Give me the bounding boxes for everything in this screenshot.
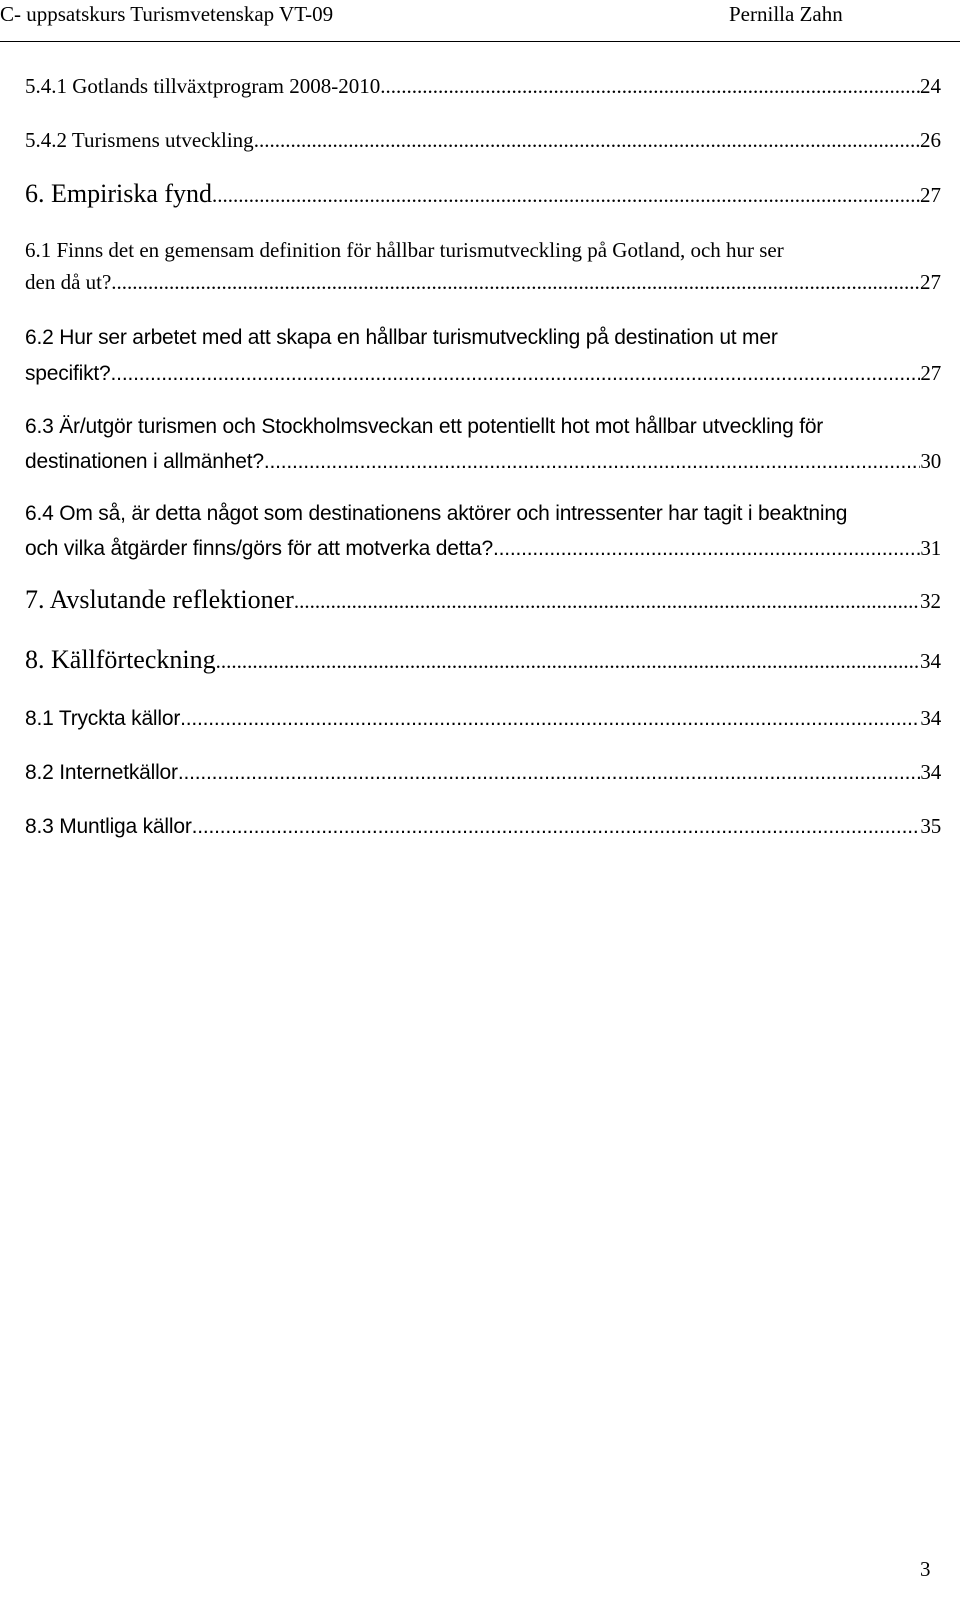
toc-entry-title-line-1: 6.3 Är/utgör turismen och Stockholmsveckan ett potentiellt hot mot hållbar utveckling för (25, 415, 824, 438)
header-course-title: C- uppsatskurs Turismvetenskap VT-09 (0, 2, 334, 26)
dot-leader (264, 446, 921, 478)
toc-entry-title: 8. Källförteckning (25, 645, 216, 674)
toc-entry-6[interactable] (25, 178, 941, 211)
toc-entry-title: 5.4.1 Gotlands tillväxtprogram 2008-2010 (25, 74, 381, 98)
dot-leader (212, 179, 920, 211)
toc-page-number: 31 (920, 536, 941, 560)
toc-entry-title-line-1: 6.2 Hur ser arbetet med att skapa en hållbar turismutveckling på destination ut mer (25, 326, 778, 349)
header-author: Pernilla Zahn (729, 2, 843, 26)
toc-page-number: 34 (920, 760, 941, 784)
page-number: 3 (920, 1557, 931, 1581)
toc-entry-6-2[interactable] (25, 322, 941, 390)
toc-entry-title: 8.2 Internetkällor (25, 761, 178, 784)
toc-entry-title-line-2: och vilka åtgärder finns/görs för att motverka detta? (25, 537, 493, 560)
dot-leader (192, 811, 921, 843)
toc-entry-5-4-2[interactable] (25, 124, 941, 156)
toc-page-number: 24 (920, 74, 941, 98)
toc-entry-title-line-2: den då ut? (25, 270, 112, 294)
dot-leader (111, 358, 921, 390)
dot-leader (216, 645, 920, 677)
toc-entry-6-3[interactable] (25, 411, 941, 478)
toc-entry-title: 8.3 Muntliga källor (25, 815, 192, 838)
toc-page-number: 27 (920, 270, 941, 294)
toc-entry-6-4[interactable] (25, 498, 941, 565)
dot-leader (254, 124, 920, 156)
header-rule (0, 41, 960, 42)
toc-page-number: 35 (920, 814, 941, 838)
toc-entry-title-line-2: specifikt? (25, 362, 111, 385)
toc-page-number: 32 (920, 589, 941, 613)
toc-page-number: 34 (920, 706, 941, 730)
page-header (0, 2, 960, 36)
dot-leader (493, 533, 920, 565)
toc-page-number: 26 (920, 128, 941, 152)
toc-entry-8[interactable] (25, 644, 941, 677)
toc-page-number: 27 (920, 361, 941, 385)
toc-entry-8-1[interactable] (25, 702, 941, 735)
dot-leader (294, 585, 920, 617)
toc-entry-title-line-1: 6.4 Om så, är detta något som destinationens aktörer och intressenter har tagit i beaktning (25, 502, 848, 525)
toc-entry-title: 8.1 Tryckta källor (25, 707, 181, 730)
toc-entry-title-line-1: 6.1 Finns det en gemensam definition för hållbar turismutveckling på Gotland, och hur ser (25, 238, 784, 262)
dot-leader (178, 757, 921, 789)
toc-entry-title: 5.4.2 Turismens utveckling (25, 128, 254, 152)
toc-entry-6-1[interactable] (25, 234, 941, 298)
toc-entry-5-4-1[interactable] (25, 70, 941, 102)
toc-entry-8-3[interactable] (25, 810, 941, 843)
toc-page-number: 34 (920, 649, 941, 673)
toc-entry-title-line-2: destinationen i allmänhet? (25, 450, 264, 473)
toc-entry-title: 7. Avslutande reflektioner (25, 585, 294, 614)
toc-page-number: 30 (920, 449, 941, 473)
toc-entry-7[interactable] (25, 584, 941, 617)
toc-entry-8-2[interactable] (25, 756, 941, 789)
toc-page-number: 27 (920, 183, 941, 207)
dot-leader (111, 266, 920, 298)
dot-leader (380, 70, 920, 102)
dot-leader (180, 703, 920, 735)
toc-entry-title: 6. Empiriska fynd (25, 179, 213, 208)
